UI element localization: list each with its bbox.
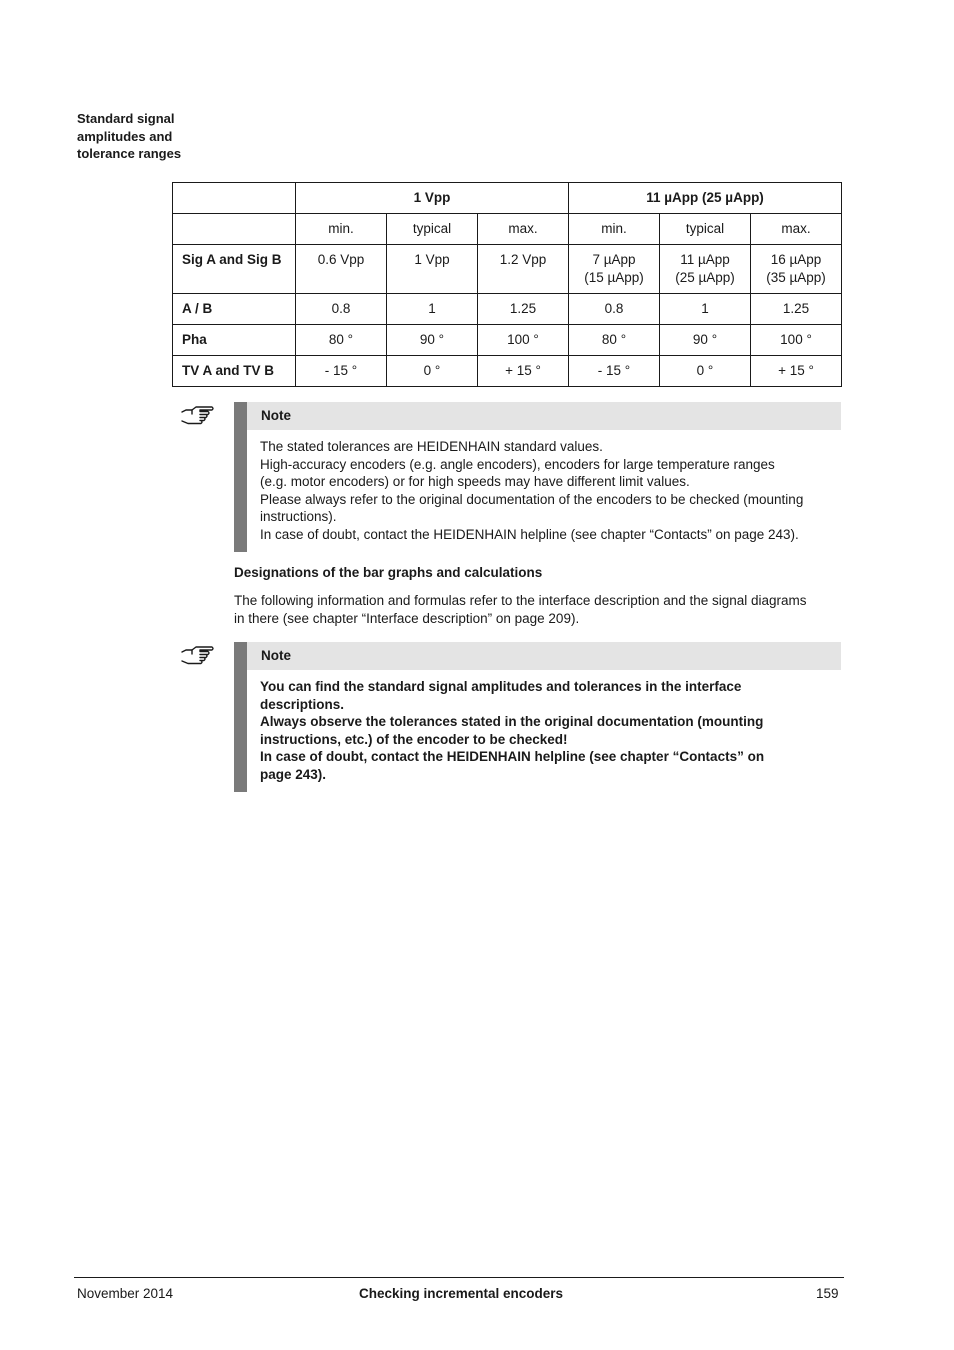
cell-line: 1.2 Vpp — [499, 252, 547, 267]
table-cell — [751, 245, 842, 294]
paragraph-line: in there (see chapter “Interface description” on page 209). — [234, 611, 580, 626]
cell-line: (25 µApp) — [675, 270, 735, 285]
row-label: A / B — [173, 294, 296, 325]
row-label: Sig A and Sig B — [173, 245, 296, 294]
empty-corner-cell — [173, 214, 296, 245]
side-heading — [77, 110, 217, 163]
table-cell: - 15 ° — [296, 356, 387, 387]
table-cell: 1.25 — [751, 294, 842, 325]
subheader-cell: min. — [296, 214, 387, 245]
note-line: You can find the standard signal amplitudes and tolerances in the interface — [260, 679, 742, 694]
subheader-cell: min. — [569, 214, 660, 245]
table-cell: 0.8 — [569, 294, 660, 325]
footer-date: November 2014 — [77, 1286, 174, 1301]
pointing-hand-icon — [180, 402, 216, 428]
footer-rule — [74, 1277, 844, 1278]
table-cell — [296, 245, 387, 294]
cell-line: 7 µApp — [592, 252, 636, 267]
note-line: instructions). — [260, 509, 337, 525]
table-cell: 90 ° — [387, 325, 478, 356]
table-header-row — [173, 183, 842, 214]
table-row — [173, 325, 842, 356]
row-label: TV A and TV B — [173, 356, 296, 387]
page-number: 159 — [816, 1286, 839, 1301]
note-line: (e.g. motor encoders) or for high speeds may have different limit values. — [260, 474, 690, 490]
note-box — [234, 402, 841, 552]
side-heading-line: tolerance ranges — [77, 146, 182, 161]
note-line: The stated tolerances are HEIDENHAIN standard values. — [260, 439, 603, 454]
note-line: instructions, etc.) of the encoder to be checked! — [260, 731, 568, 747]
paragraph-line: The following information and formulas refer to the interface description and the signal diagrams — [234, 593, 807, 608]
table-row — [173, 356, 842, 387]
table-cell: 80 ° — [296, 325, 387, 356]
note-body — [247, 670, 841, 792]
section-paragraph — [234, 592, 844, 628]
row-label: Pha — [173, 325, 296, 356]
table-cell — [478, 245, 569, 294]
note-line: In case of doubt, contact the HEIDENHAIN helpline (see chapter “Contacts” on page 243). — [260, 526, 799, 542]
subheader-cell: typical — [660, 214, 751, 245]
note-box — [234, 642, 841, 792]
note-title: Note — [247, 642, 841, 670]
table-cell: + 15 ° — [751, 356, 842, 387]
signal-tolerance-table — [172, 182, 842, 387]
section-title: Designations of the bar graphs and calculations — [234, 565, 543, 580]
cell-line: (15 µApp) — [584, 270, 644, 285]
table-cell: 100 ° — [478, 325, 569, 356]
note-line: descriptions. — [260, 696, 345, 712]
table-cell — [387, 245, 478, 294]
table-cell: + 15 ° — [478, 356, 569, 387]
group-header-vpp: 1 Vpp — [296, 183, 569, 214]
table-cell: 80 ° — [569, 325, 660, 356]
table-cell: 0 ° — [387, 356, 478, 387]
note-line: High-accuracy encoders (e.g. angle encoders), encoders for large temperature ranges — [260, 456, 775, 472]
table-cell — [569, 245, 660, 294]
table-cell: 1.25 — [478, 294, 569, 325]
note-line: In case of doubt, contact the HEIDENHAIN helpline (see chapter “Contacts” on — [260, 749, 765, 765]
note-bar — [234, 402, 247, 552]
empty-corner-cell — [173, 183, 296, 214]
note-body — [247, 430, 841, 552]
note-bar — [234, 642, 247, 792]
table-row — [173, 245, 842, 294]
note-title: Note — [247, 402, 841, 430]
table-subheader-row — [173, 214, 842, 245]
subheader-cell: typical — [387, 214, 478, 245]
cell-line: 16 µApp — [770, 252, 822, 267]
note-line: page 243). — [260, 766, 327, 782]
table-cell: - 15 ° — [569, 356, 660, 387]
cell-line: 1 Vpp — [414, 252, 450, 267]
table-cell — [660, 245, 751, 294]
note-line: Please always refer to the original documentation of the encoders to be checked (mounting — [260, 491, 804, 507]
subheader-cell: max. — [751, 214, 842, 245]
table-cell: 1 — [660, 294, 751, 325]
table-row — [173, 294, 842, 325]
subheader-cell: max. — [478, 214, 569, 245]
footer-chapter: Checking incremental encoders — [359, 1286, 564, 1301]
side-heading-line: Standard signal — [77, 111, 175, 126]
pointing-hand-icon — [180, 642, 216, 668]
table-cell: 90 ° — [660, 325, 751, 356]
table-cell: 1 — [387, 294, 478, 325]
group-header-uapp: 11 µApp (25 µApp) — [569, 183, 842, 214]
note-line: Always observe the tolerances stated in the original documentation (mounting — [260, 714, 764, 730]
table-cell: 0 ° — [660, 356, 751, 387]
cell-line: 0.6 Vpp — [317, 252, 365, 267]
side-heading-line: amplitudes and — [77, 128, 173, 144]
table-cell: 100 ° — [751, 325, 842, 356]
cell-line: 11 µApp — [680, 252, 730, 267]
cell-line: (35 µApp) — [766, 270, 826, 285]
table-cell: 0.8 — [296, 294, 387, 325]
